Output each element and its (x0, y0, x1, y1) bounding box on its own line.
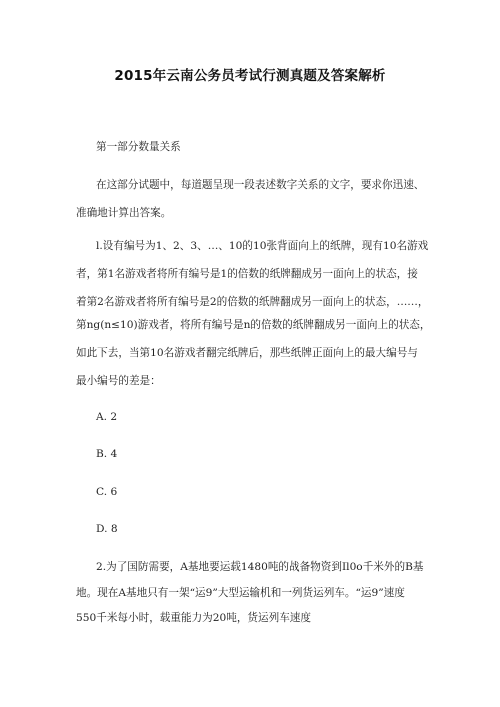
document-title: 2015年云南公务员考试行测真题及答案解析 (114, 68, 386, 84)
question-1-line: 第ng(n≤10)游戏者，将所有编号是n的倍数的纸牌翻成另一面向上的状态， (76, 319, 431, 331)
question-1-line: 者，第1名游戏者将所有编号是1的倍数的纸牌翻成另一面向上的状态，接 (76, 268, 418, 280)
question-1-line: 最小编号的差是： (76, 375, 161, 387)
option-c: C. 6 (96, 486, 118, 498)
intro-line: 准确地计算出答案。 (76, 207, 172, 219)
option-d: D. 8 (96, 523, 118, 535)
question-2-line: 550千米每小时，载重能力为20吨，货运列车速度 (76, 612, 311, 624)
option-b: B. 4 (96, 448, 118, 460)
question-2-line: 2.为了国防需要，A基地要运载1480吨的战备物资到Il0o千米外的B基 (96, 561, 424, 573)
question-1-line: 如此下去，当第10名游戏者翻完纸牌后，那些纸牌正面向上的最大编号与 (76, 347, 418, 359)
question-1-line: l.设有编号为1、2、3、…、10的10张背面向上的纸牌，现有10名游戏 (96, 240, 429, 252)
option-a: A. 2 (96, 411, 118, 423)
intro-line: 在这部分试题中，每道题呈现一段表述数字关系的文字，要求你迅速、 (96, 179, 425, 191)
question-1-line: 着第2名游戏者将所有编号是2的倍数的纸牌翻成另一面向上的状态，……， (76, 296, 429, 308)
question-2-line: 地。现在A基地只有一架“运9”大型运输机和一列货运列车。“运9”速度 (76, 587, 405, 599)
section-heading: 第一部分数量关系 (96, 141, 181, 153)
